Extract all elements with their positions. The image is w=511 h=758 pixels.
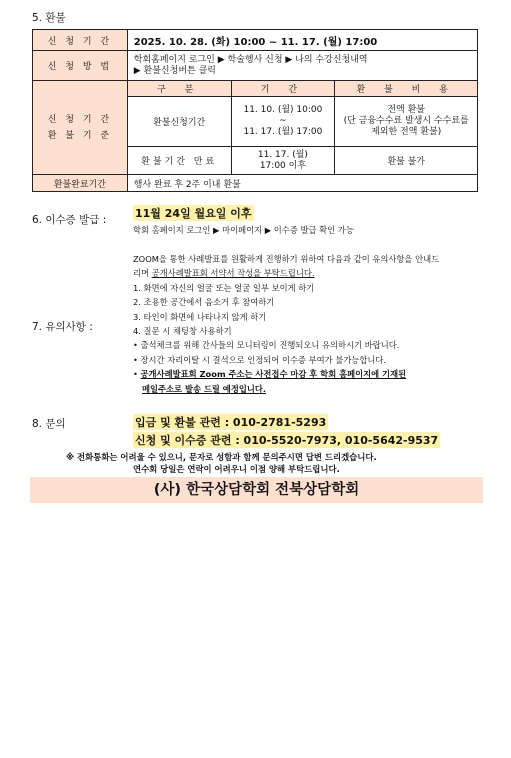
row1-period-end: 11. 17. (월) 17:00 (243, 127, 323, 137)
notice-bullet-3-cont-text: 메일주소로 발송 드릴 예정입니다. (142, 383, 267, 394)
apply-method-label: 신 청 방 법 (33, 51, 128, 81)
notice-intro-2 (133, 266, 439, 280)
notice-item-2: 2. 조용한 공간에서 음소거 후 참여하기 (133, 297, 275, 308)
notice-bullet-3-mark: • (133, 369, 141, 380)
contact-refund: 입금 및 환불 관련 : 010-2781-5293 (135, 416, 327, 429)
col-header-type: 구 분 (127, 81, 231, 97)
notice-intro-2b: 공개사례발표회 서약서 작성을 부탁드립니다. (151, 268, 315, 279)
row2-cost: 환불 불가 (335, 147, 478, 175)
notice-item-4: 4. 질문 시 채팅창 사용하기 (133, 326, 232, 337)
row2-type: 환불기간 만료 (127, 147, 231, 175)
contact-note-1: ※ 전화통화는 어려울 수 있으니, 문자로 성함과 함께 문의주시면 답변 드리겠습니다. (66, 452, 377, 462)
footer-org: (사) 한국상담학회 전북상담학회 (30, 477, 483, 503)
notice-bullet-3-cont (133, 382, 439, 396)
notice-item-3: 3. 타인이 화면에 나타나지 않게 하기 (133, 311, 267, 322)
notice-bullet-3-text: 공개사례발표회 Zoom 주소는 사전접수 마감 후 학회 홈페이지에 기재된 (140, 369, 407, 380)
row2-period (231, 147, 335, 175)
notice-list (133, 252, 439, 396)
apply-method-line2: ▶ 환불신청버튼 클릭 (133, 65, 216, 76)
complete-value: 행사 완료 후 2주 이내 환불 (127, 175, 477, 192)
row2-period-b: 17:00 이후 (259, 160, 307, 171)
notice-bullet-2: • 장시간 자리이탈 시 결석으로 인정되어 이수증 부여가 불가능합니다. (133, 354, 387, 365)
criteria-label (33, 81, 128, 175)
refund-table (32, 29, 478, 192)
section-8-title: 8. 문의 (32, 418, 66, 430)
apply-period-label: 신 청 기 간 (33, 30, 128, 51)
section-6-title: 6. 이수증 발급 : (32, 214, 107, 226)
col-header-period: 기 간 (231, 81, 335, 97)
section-5-title: 5. 환불 (32, 12, 66, 24)
contact-note-2: 연수회 당일은 연락이 어려우니 이점 양해 부탁드립니다. (133, 464, 340, 474)
notice-bullet-3 (133, 367, 439, 381)
section-7-title: 7. 유의사항 : (32, 321, 93, 333)
criteria-label-2: 환 불 기 준 (47, 130, 113, 141)
apply-period-value: 2025. 10. 28. (화) 10:00 ~ 11. 17. (월) 17:00 (127, 30, 477, 51)
row1-cost-b: (단 금융수수료 발생시 수수료를 (343, 116, 469, 126)
row1-period (231, 97, 335, 147)
row2-period-a: 11. 17. (월) (257, 149, 308, 160)
notice-item-1: 1. 화면에 자신의 얼굴 또는 얼굴 일부 보이게 하기 (133, 282, 315, 293)
notice-intro-1: ZOOM을 통한 사례발표를 원활하게 진행하기 위하여 다음과 같이 유의사항을 안내드 (133, 254, 440, 264)
col-header-cost: 환 불 비 용 (335, 81, 478, 97)
certificate-date: 11월 24일 월요일 이후 (135, 207, 252, 220)
row1-type: 환불신청기간 (127, 97, 231, 147)
complete-label: 환불완료기간 (33, 175, 128, 192)
criteria-label-1: 신 청 기 간 (47, 114, 113, 125)
contact-certificate: 신청 및 이수증 관련 : 010-5520-7973, 010-5642-9537 (135, 434, 439, 447)
certificate-path: 학회 홈페이지 로그인 ▶ 마이페이지 ▶ 이수증 발급 확인 가능 (133, 225, 354, 235)
row1-cost-a: 전액 환불 (387, 105, 425, 115)
row1-cost (335, 97, 478, 147)
row1-period-start: 11. 10. (월) 10:00 (243, 105, 323, 115)
row1-cost-c: 제외한 전액 환불) (371, 127, 442, 137)
notice-intro-2a: 리며 (133, 268, 152, 279)
row1-period-tilde: ~ (279, 116, 287, 126)
apply-method-line1: 학회홈페이지 로그인 ▶ 학술행사 신청 ▶ 나의 수강신청내역 (133, 54, 368, 65)
notice-bullet-1: • 출석체크를 위해 간사들의 모니터링이 진행되오니 유의하시기 바랍니다. (133, 340, 400, 351)
apply-method-value (127, 51, 477, 81)
